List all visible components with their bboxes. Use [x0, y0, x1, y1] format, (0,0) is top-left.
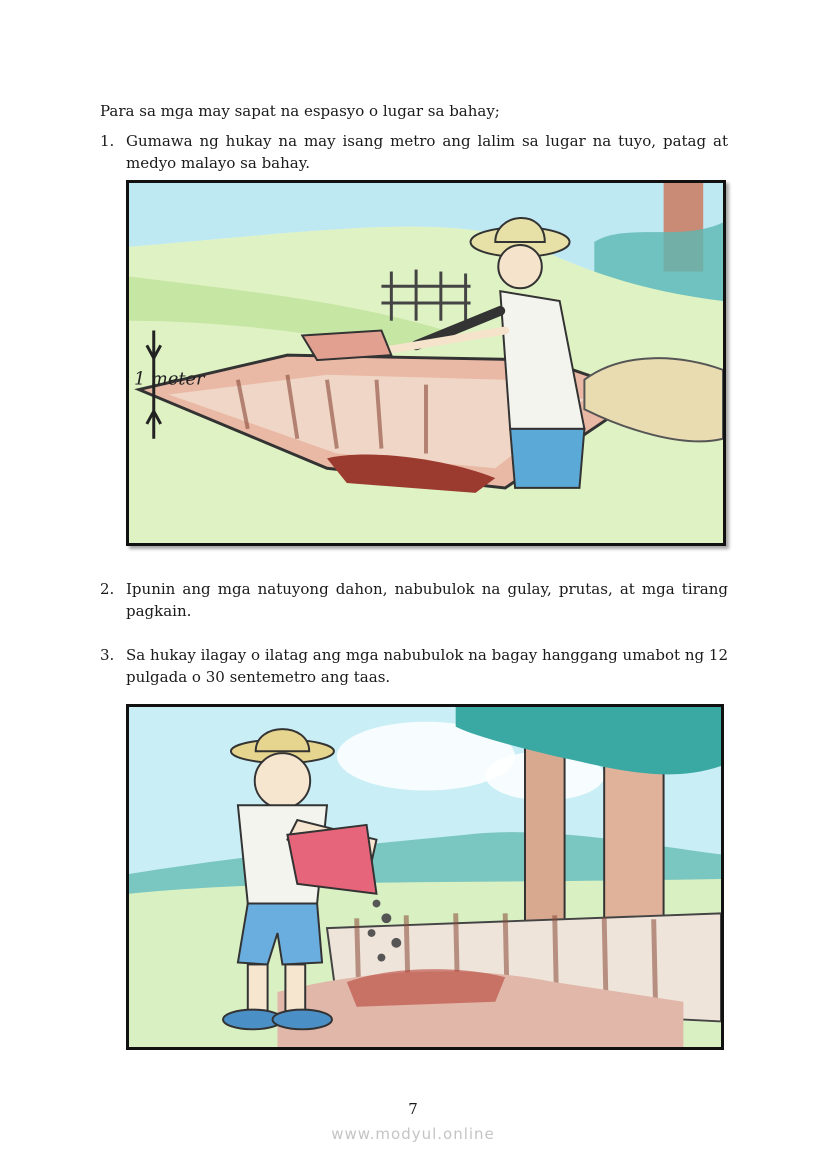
step-2	[100, 578, 728, 622]
digging-pit-illustration	[126, 180, 726, 546]
page-number: 7	[408, 1100, 418, 1118]
watermark: www.modyul.online	[331, 1125, 495, 1143]
step-1	[100, 130, 728, 174]
pouring-scraps-drawing	[129, 707, 721, 1047]
step-number: 1.	[100, 132, 115, 150]
digging-pit-drawing	[129, 183, 723, 543]
intro-text: Para sa mga may sapat na espasyo o lugar sa bahay;	[100, 102, 500, 120]
step-text: Ipunin ang mga natuyong dahon, nabubulok na gulay, prutas, at mga tirang pagkain.	[126, 580, 728, 620]
pouring-scraps-illustration	[126, 704, 724, 1050]
depth-label: 1 meter	[133, 369, 205, 390]
step-number: 2.	[100, 580, 115, 598]
step-number: 3.	[100, 646, 115, 664]
step-text: Sa hukay ilagay o ilatag ang mga nabubulok na bagay hanggang umabot ng 12 pulgada o 30 sentemetro ang taas.	[126, 646, 728, 686]
step-3	[100, 644, 728, 688]
step-text: Gumawa ng hukay na may isang metro ang lalim sa lugar na tuyo, patag at medyo malayo sa bahay.	[126, 132, 728, 172]
